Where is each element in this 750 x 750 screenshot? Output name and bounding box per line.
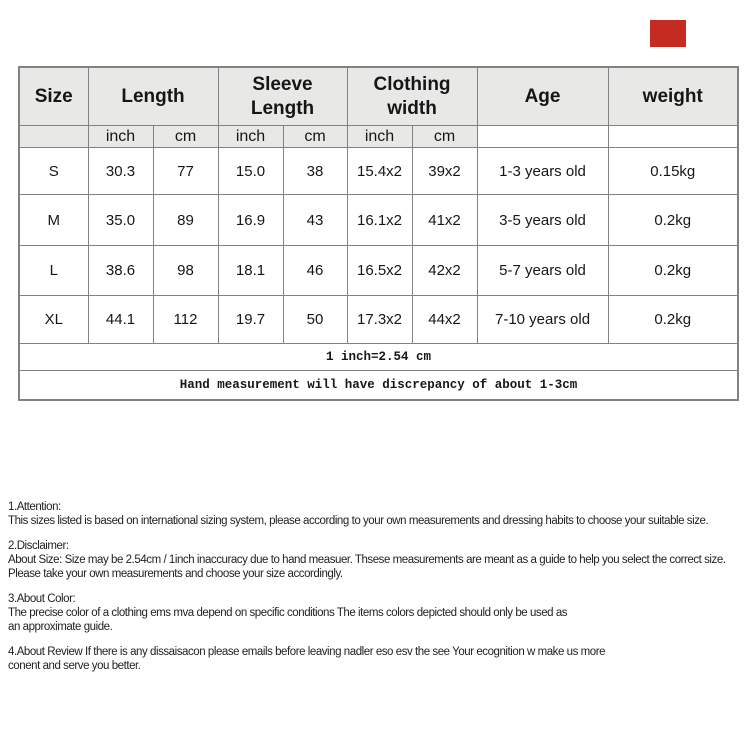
cell-length-inch: 38.6 [88, 246, 153, 296]
measurement-note: Hand measurement will have discrepancy of about 1-3cm [19, 371, 738, 401]
cell-length-inch: 30.3 [88, 148, 153, 195]
size-chart-table [18, 66, 739, 401]
unit-cell-width-cm: cm [412, 126, 477, 148]
cell-sleeve-inch: 16.9 [218, 195, 283, 246]
col-header-age: Age [477, 67, 608, 126]
cell-age: 3-5 years old [477, 195, 608, 246]
note-section-attention [8, 500, 750, 528]
cell-weight: 0.15kg [608, 148, 738, 195]
table-unit-row [19, 126, 738, 148]
note-heading: 2.Disclaimer: [8, 540, 69, 552]
table-header-row [19, 67, 738, 126]
cell-size: M [19, 195, 88, 246]
cell-length-inch: 35.0 [88, 195, 153, 246]
cell-sleeve-inch: 18.1 [218, 246, 283, 296]
cell-width-inch: 16.5x2 [347, 246, 412, 296]
cell-width-inch: 16.1x2 [347, 195, 412, 246]
cell-length-cm: 112 [153, 296, 218, 344]
unit-cell-length-cm: cm [153, 126, 218, 148]
notes-block [8, 500, 750, 684]
red-badge [650, 20, 686, 47]
cell-width-cm: 44x2 [412, 296, 477, 344]
unit-cell-empty-age [477, 126, 608, 148]
unit-cell-sleeve-inch: inch [218, 126, 283, 148]
note-heading: 3.About Color: [8, 593, 76, 605]
cell-length-cm: 89 [153, 195, 218, 246]
note-section-disclaimer [8, 539, 750, 581]
cell-width-cm: 39x2 [412, 148, 477, 195]
conversion-row [19, 344, 738, 371]
cell-weight: 0.2kg [608, 296, 738, 344]
cell-age: 1-3 years old [477, 148, 608, 195]
note-line: Please take your own measurements and choose your size accordingly. [8, 568, 343, 580]
note-section-about-review [8, 645, 750, 673]
unit-cell-empty-size [19, 126, 88, 148]
note-line: About Size: Size may be 2.54cm / 1inch inaccuracy due to hand measuer. Thsese measurements are meant as a guide to help you select the correct size. [8, 554, 726, 566]
cell-size: S [19, 148, 88, 195]
cell-width-cm: 42x2 [412, 246, 477, 296]
cell-sleeve-inch: 19.7 [218, 296, 283, 344]
measurement-note-row [19, 371, 738, 401]
size-row-l [19, 246, 738, 296]
note-line: 4.About Review If there is any dissaisacon please emails before leaving nadler eso esv the see Your ecognition w make us more [8, 646, 606, 658]
cell-width-inch: 15.4x2 [347, 148, 412, 195]
size-row-xl [19, 296, 738, 344]
note-line: The precise color of a clothing ems mva depend on specific conditions The items colors depicted should only be used as [8, 607, 568, 619]
cell-width-cm: 41x2 [412, 195, 477, 246]
cell-weight: 0.2kg [608, 195, 738, 246]
col-header-sleeve-length [218, 67, 347, 126]
size-row-m [19, 195, 738, 246]
col-header-length: Length [88, 67, 218, 126]
cell-sleeve-cm: 50 [283, 296, 347, 344]
note-line: This sizes listed is based on international sizing system, please according to your own measurements and dressing habits to choose your suitable size. [8, 515, 709, 527]
cell-age: 7-10 years old [477, 296, 608, 344]
cell-age: 5-7 years old [477, 246, 608, 296]
conversion-note: 1 inch=2.54 cm [19, 344, 738, 371]
col-header-clothing-width-label: Clothing width [373, 73, 451, 119]
cell-sleeve-cm: 43 [283, 195, 347, 246]
unit-cell-empty-weight [608, 126, 738, 148]
cell-sleeve-inch: 15.0 [218, 148, 283, 195]
cell-sleeve-cm: 38 [283, 148, 347, 195]
unit-cell-sleeve-cm: cm [283, 126, 347, 148]
note-heading: 1.Attention: [8, 501, 61, 513]
cell-length-cm: 98 [153, 246, 218, 296]
size-row-s [19, 148, 738, 195]
note-line: an approximate guide. [8, 621, 113, 633]
cell-length-inch: 44.1 [88, 296, 153, 344]
col-header-sleeve-length-label: Sleeve Length [250, 73, 315, 119]
note-section-about-color [8, 592, 750, 634]
unit-cell-width-inch: inch [347, 126, 412, 148]
unit-cell-length-inch: inch [88, 126, 153, 148]
col-header-size: Size [19, 67, 88, 126]
note-line: conent and serve you better. [8, 660, 141, 672]
cell-sleeve-cm: 46 [283, 246, 347, 296]
col-header-weight: weight [608, 67, 738, 126]
col-header-clothing-width [347, 67, 477, 126]
cell-width-inch: 17.3x2 [347, 296, 412, 344]
cell-length-cm: 77 [153, 148, 218, 195]
cell-size: XL [19, 296, 88, 344]
cell-size: L [19, 246, 88, 296]
cell-weight: 0.2kg [608, 246, 738, 296]
